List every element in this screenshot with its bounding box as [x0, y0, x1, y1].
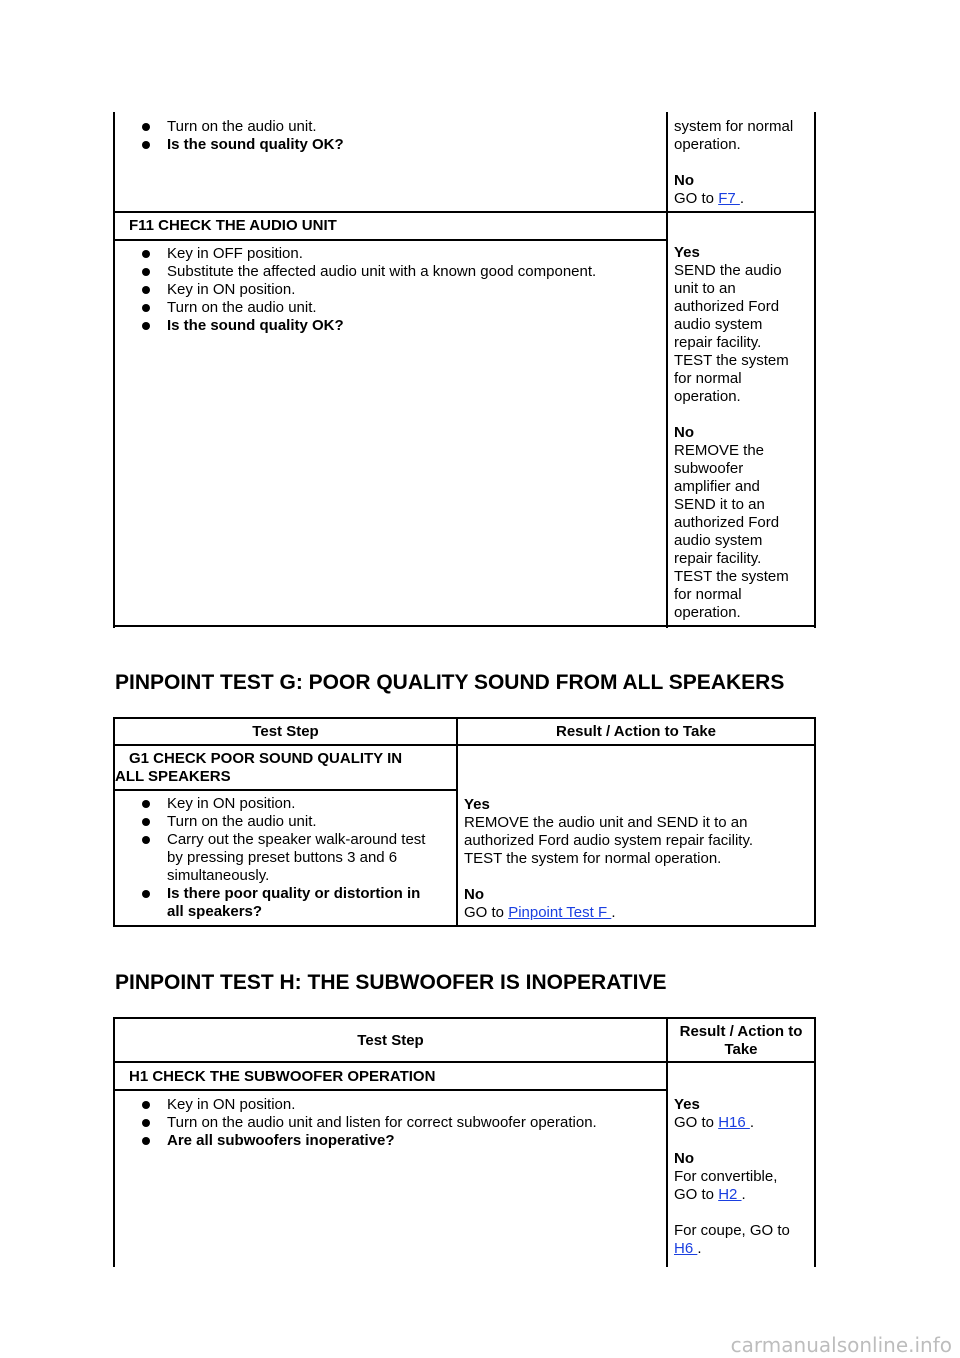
- table-top-border: [113, 1017, 816, 1019]
- step-title-f11: F11 CHECK THE AUDIO UNIT: [129, 217, 337, 234]
- no-label: No: [674, 424, 694, 441]
- step-item-question: Is the sound quality OK?: [115, 317, 660, 335]
- step-title-h1: H1 CHECK THE SUBWOOFER OPERATION: [129, 1068, 436, 1085]
- step-item: Key in OFF position.: [115, 245, 660, 263]
- table-bottom-border: [113, 925, 816, 927]
- table-column-divider: [666, 112, 668, 628]
- column-header-test-step: Test Step: [357, 1032, 424, 1049]
- yes-label: Yes: [464, 796, 490, 813]
- result-cell-g1: Yes REMOVE the audio unit and SEND it to an authorized Ford audio system repair facility. TEST the system for normal operation. No GO to Pinpoint Test F .: [464, 796, 812, 922]
- step-item: Substitute the affected audio unit with a known good component.: [115, 263, 660, 281]
- table-left-border: [113, 112, 115, 628]
- section-heading-h: PINPOINT TEST H: THE SUBWOOFER IS INOPERATIVE: [115, 971, 667, 994]
- row-divider: [113, 789, 458, 791]
- step-item: Turn on the audio unit.: [115, 813, 455, 831]
- watermark: carmanualsonline.info: [730, 1333, 952, 1357]
- no-label: No: [674, 172, 694, 189]
- row-divider: [113, 1089, 667, 1091]
- no-action: GO to Pinpoint Test F .: [464, 904, 616, 921]
- no-action: GO to F7 .: [674, 190, 745, 207]
- header-divider: [113, 1061, 816, 1063]
- link-pinpoint-test-f[interactable]: Pinpoint Test F: [508, 904, 612, 921]
- step-list-f11: [115, 245, 660, 335]
- step-title-g1: G1 CHECK POOR SOUND QUALITY IN ALL SPEAKERS: [115, 750, 403, 785]
- column-header-test-step: Test Step: [252, 723, 319, 740]
- table-top-border: [113, 717, 816, 719]
- result-cell: system for normal operation. No GO to F7 .: [674, 118, 814, 208]
- step-list: [115, 118, 660, 154]
- header-divider: [113, 744, 816, 746]
- yes-action: GO to H16 .: [674, 1114, 755, 1131]
- step-item: Turn on the audio unit and listen for correct subwoofer operation.: [115, 1114, 663, 1132]
- link-h6[interactable]: H6: [674, 1240, 698, 1257]
- table-column-divider: [456, 717, 458, 927]
- result-cell-h1: Yes GO to H16 . No For convertible, GO to H2 . For coupe, GO to H6 .: [674, 1096, 814, 1258]
- link-f7[interactable]: F7: [718, 190, 740, 207]
- step-item: Key in ON position.: [115, 795, 455, 813]
- no-label: No: [464, 886, 484, 903]
- step-item-question: Is there poor quality or distortion in all speakers?: [115, 885, 455, 921]
- result-cell-f11: Yes SEND the audio unit to an authorized Ford audio system repair facility. TEST the system for normal operation. No REMOVE the subwoofer amplifier and SEND it to an authorized Ford audio system repair facility. TEST the system for normal operation.: [674, 244, 814, 622]
- coupe-action: H6 .: [674, 1240, 702, 1257]
- step-list-g1: [115, 795, 455, 921]
- link-h16[interactable]: H16: [718, 1114, 750, 1131]
- column-header-result: Result / Action to Take: [555, 723, 717, 740]
- step-item-question: Are all subwoofers inoperative?: [115, 1132, 663, 1150]
- yes-label: Yes: [674, 244, 700, 261]
- step-item-question: Is the sound quality OK?: [115, 136, 660, 154]
- row-divider: [113, 211, 816, 213]
- step-item: Turn on the audio unit.: [115, 299, 660, 317]
- step-item: Key in ON position.: [115, 281, 660, 299]
- table-right-border: [814, 1017, 816, 1267]
- table-right-border: [814, 717, 816, 927]
- no-label: No: [674, 1150, 694, 1167]
- step-item: Turn on the audio unit.: [115, 118, 660, 136]
- link-h2[interactable]: H2: [718, 1186, 742, 1203]
- step-list-h1: [115, 1096, 663, 1150]
- table-right-border: [814, 112, 816, 628]
- row-divider: [113, 239, 667, 241]
- section-heading-g: PINPOINT TEST G: POOR QUALITY SOUND FROM ALL SPEAKERS: [115, 671, 785, 694]
- step-item: Key in ON position.: [115, 1096, 663, 1114]
- column-header-result: Result / Action to Take: [679, 1023, 803, 1058]
- no-action: GO to H2 .: [674, 1186, 746, 1203]
- table-bottom-border: [113, 625, 816, 627]
- step-item: Carry out the speaker walk-around test by pressing preset buttons 3 and 6 simultaneously.: [115, 831, 455, 885]
- yes-label: Yes: [674, 1096, 700, 1113]
